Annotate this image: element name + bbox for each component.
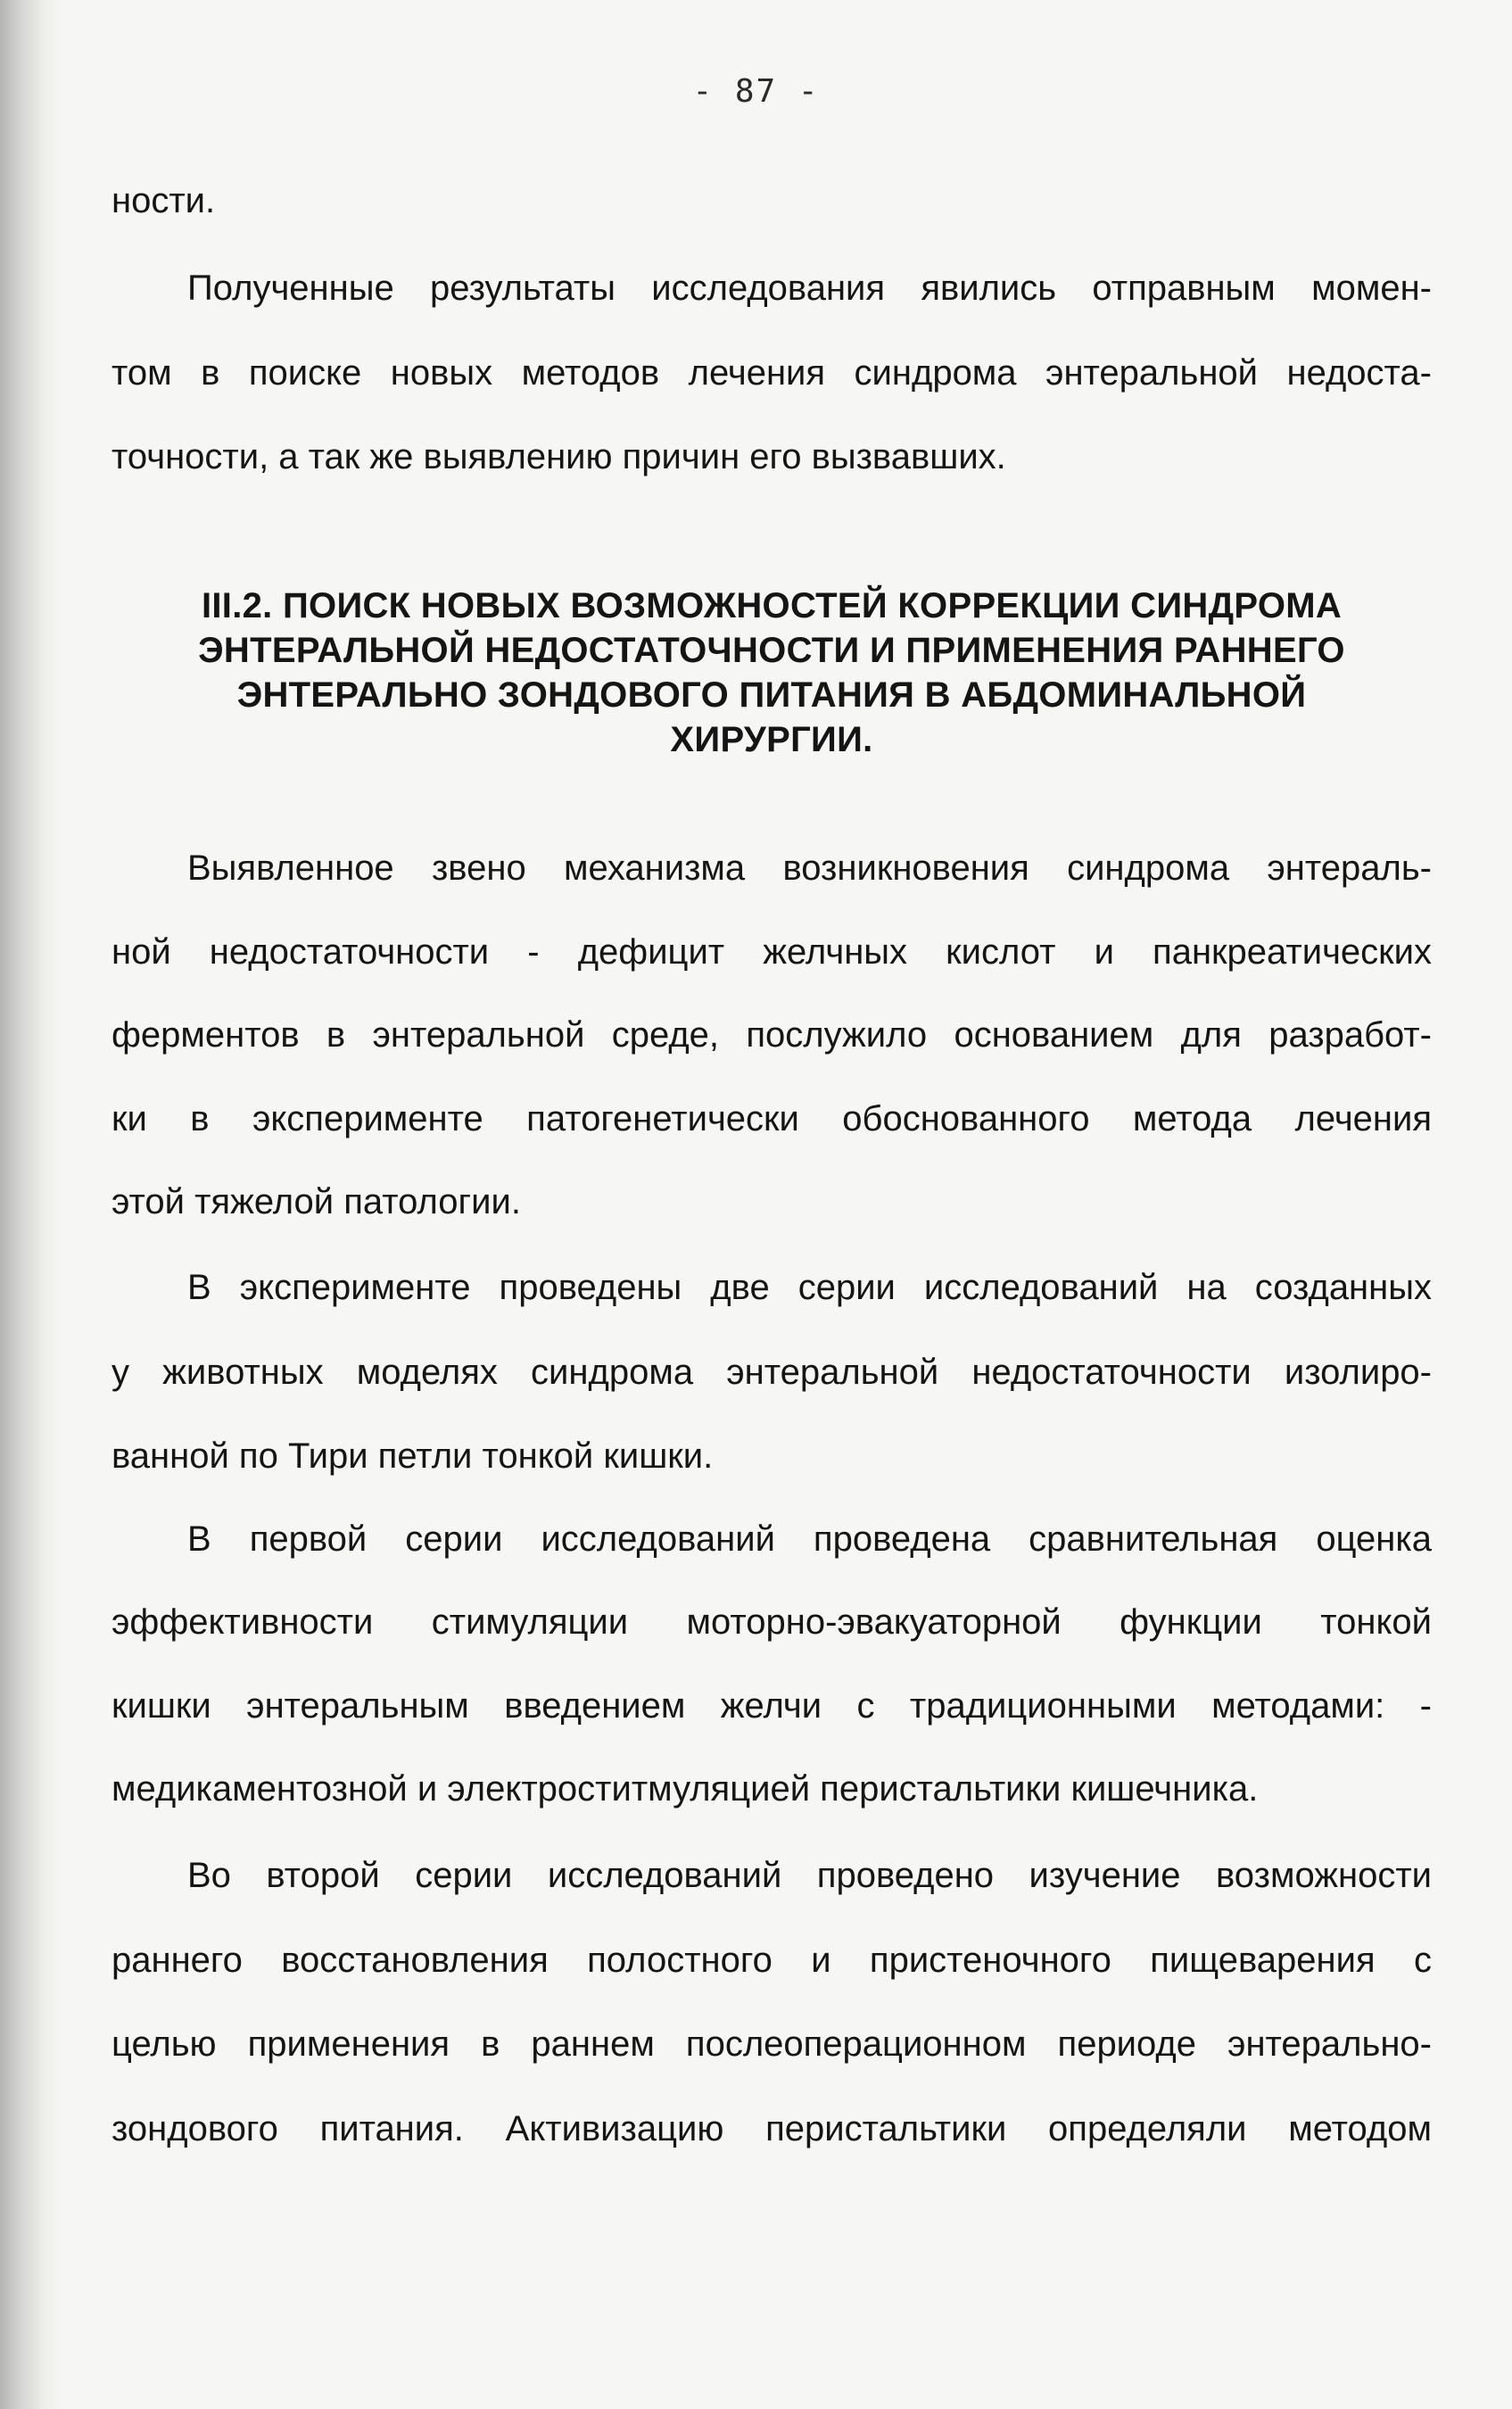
section-heading-line: ЭНТЕРАЛЬНО ЗОНДОВОГО ПИТАНИЯ В АБДОМИНАЛЬНОЙ	[236, 675, 1307, 715]
page-number: - 87 -	[692, 73, 820, 110]
paragraph-line: ности.	[112, 181, 216, 220]
paragraph-line: зондового питания. Активизацию перистальтики определяли методом	[112, 2109, 1432, 2148]
paragraph-line: том в поиске новых методов лечения синдрома энтеральной недоста-	[112, 353, 1432, 393]
section-heading-line: ЭНТЕРАЛЬНОЙ НЕДОСТАТОЧНОСТИ И ПРИМЕНЕНИЯ РАННЕГО	[198, 631, 1345, 670]
paragraph-line: Выявленное звено механизма возникновения синдрома энтераль-	[187, 849, 1432, 888]
paragraph-line: кишки энтеральным введением желчи с традиционными методами: -	[112, 1686, 1432, 1726]
paragraph-line: точности, а так же выявлению причин его вызвавших.	[112, 437, 1006, 476]
section-heading-line: ХИРУРГИИ.	[670, 720, 873, 759]
paragraph-line: раннего восстановления полостного и пристеночного пищеварения с	[112, 1941, 1432, 1980]
paragraph-line: В эксперименте проведены две серии исследований на созданных	[187, 1268, 1432, 1307]
paragraph-line: Полученные результаты исследования явились отправным момен-	[187, 269, 1432, 308]
paragraph-line: этой тяжелой патологии.	[112, 1182, 521, 1221]
paragraph-line: ной недостаточности - дефицит желчных кислот и панкреатических	[112, 932, 1432, 972]
paragraph-line: ферментов в энтеральной среде, послужило основанием для разработ-	[112, 1015, 1432, 1055]
scan-shadow-edge	[0, 0, 62, 2409]
section-heading-line: III.2. ПОИСК НОВЫХ ВОЗМОЖНОСТЕЙ КОРРЕКЦИИ СИНДРОМА	[201, 586, 1343, 625]
paragraph-line: ванной по Тири петли тонкой кишки.	[112, 1436, 714, 1476]
paragraph-line: В первой серии исследований проведена сравнительная оценка	[187, 1519, 1432, 1559]
paragraph-line: у животных моделях синдрома энтеральной недостаточности изолиро-	[112, 1353, 1432, 1392]
paragraph-line: Во второй серии исследований проведено изучение возможности	[187, 1856, 1432, 1895]
paragraph-line: эффективности стимуляции моторно-эвакуаторной функции тонкой	[112, 1602, 1432, 1642]
paragraph-line: ки в эксперименте патогенетически обоснованного метода лечения	[112, 1099, 1432, 1138]
paragraph-line: медикаментозной и электроститмуляцией перистальтики кишечника.	[112, 1769, 1259, 1809]
paragraph-line: целью применения в раннем послеоперационном периоде энтерально-	[112, 2024, 1432, 2064]
